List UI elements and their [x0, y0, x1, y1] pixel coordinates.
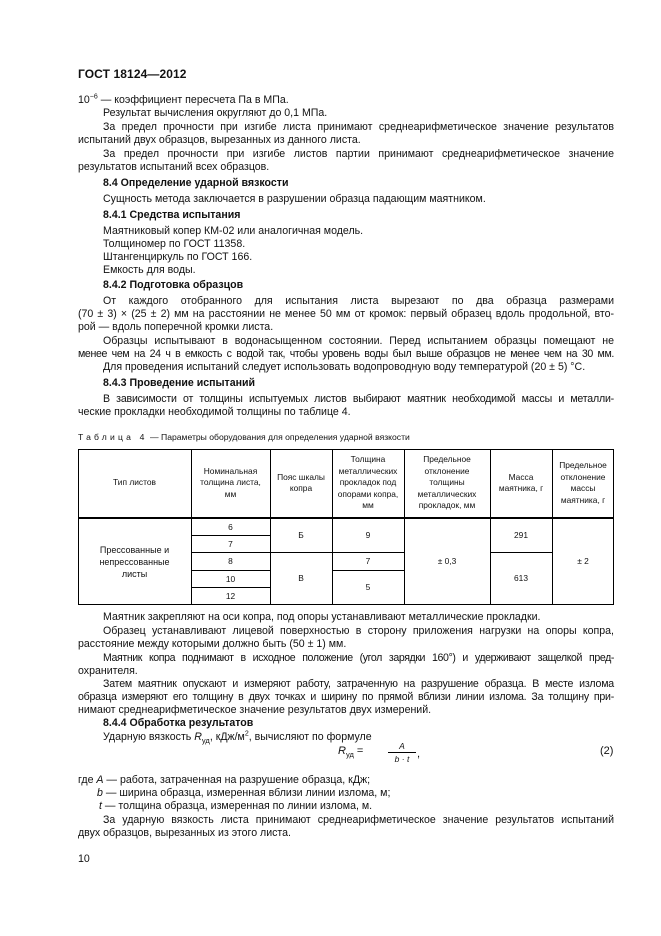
- formula-lhs: [338, 745, 364, 760]
- section-heading-8-4-1: 8.4.1 Средства испытания: [103, 209, 241, 221]
- paragraph: испытаний двух образцов, вырезанных из данного листа.: [78, 134, 361, 146]
- paragraph: менее чем на 24 ч в емкость с водой так, чтобы уровень воды был выше образцов не менее чем на 30 мм.: [78, 348, 614, 360]
- section-heading-8-4-2: 8.4.2 Подготовка образцов: [103, 279, 244, 291]
- numerator: A: [399, 741, 405, 751]
- equipment-parameters-table: [78, 449, 614, 605]
- pendulum-mass-cell: 291: [514, 529, 528, 540]
- text: — толщина образца, измеренная по линии излома, м.: [101, 800, 373, 812]
- paragraph: Затем маятник опускают и измеряют работу, затраченную на разрушение образца. В месте излома: [103, 678, 614, 690]
- symbol-sub: уд: [201, 736, 210, 746]
- text: где: [78, 774, 97, 786]
- mass-tolerance-cell: ± 2: [577, 556, 589, 567]
- document-header: ГОСТ 18124—2012: [78, 67, 187, 81]
- paragraph: Маятник копра поднимают в исходное положение (угол зарядки 160°) и удерживают защелкой пред-: [103, 652, 614, 664]
- table-label: Таблица 4: [78, 432, 148, 442]
- denominator: b · t: [394, 753, 410, 764]
- equipment-item: Емкость для воды.: [103, 264, 196, 276]
- coef-text: — коэффициент пересчета Па в МПа.: [97, 94, 289, 106]
- column-header: Предельное отклонение массы маятника, г: [559, 460, 607, 505]
- where-item: [78, 774, 614, 787]
- thickness-cell: 7: [228, 538, 233, 549]
- thickness-cell: 8: [228, 555, 233, 566]
- formula-sub: уд: [345, 750, 354, 760]
- thickness-cell: 10: [225, 573, 236, 584]
- table-title: — Параметры оборудования для определения ударной вязкости: [147, 432, 410, 442]
- pad-thickness-cell: 7: [365, 555, 371, 566]
- equipment-item: Штангенциркуль по ГОСТ 166.: [103, 251, 253, 263]
- paragraph: нимают среднеарифметическое значение результатов двух измерений.: [78, 704, 432, 716]
- where-item: [97, 787, 633, 800]
- paragraph: результатов испытаний всех образцов.: [78, 161, 270, 173]
- equipment-item: Толщиномер по ГОСТ 11358.: [103, 238, 246, 250]
- thickness-cell: 12: [225, 590, 236, 601]
- section-heading-8-4-4: 8.4.4 Обработка результатов: [103, 717, 254, 729]
- paragraph: Результат вычисления округляют до 0,1 МПа.: [103, 107, 328, 119]
- sheet-type-cell: Прессованные и непрессованные листы: [99, 545, 170, 579]
- equation-number: (2): [600, 745, 614, 757]
- paragraph: Образец устанавливают лицевой поверхностью в сторону приложения нагрузки на опоры копра,: [103, 625, 614, 637]
- formula-eq: =: [353, 745, 364, 757]
- text: , кДж/м: [209, 731, 245, 743]
- equipment-item: Маятниковый копер КМ-02 или аналогичная модель.: [103, 225, 364, 237]
- section-heading-8-4: 8.4 Определение ударной вязкости: [103, 177, 289, 189]
- page-number: 10: [78, 853, 90, 865]
- symbol: A: [96, 774, 104, 786]
- paragraph: Маятник закрепляют на оси копра, под опоры устанавливают металлические прокладки.: [103, 611, 541, 623]
- paragraph: двух образцов, вырезанных из этого листа.: [78, 827, 291, 839]
- paragraph: рой — вдоль поперечной кромки листа.: [78, 321, 274, 333]
- paragraph: (70 ± 3) × (25 ± 2) мм на расстоянии не менее 50 мм от кромок: первый образец вдоль продольной, вто-: [78, 308, 614, 320]
- paragraph: ческие прокладки необходимой толщины по таблице 4.: [78, 406, 351, 418]
- fraction-bar: [388, 752, 416, 753]
- coefficient-line: [78, 94, 614, 107]
- formula-trail: ,: [417, 748, 421, 760]
- formula-fraction: [388, 741, 416, 764]
- paragraph: Для проведения испытаний следует использовать водопроводную воду температурой (20 ± 5) °С.: [103, 361, 586, 373]
- where-item: [99, 800, 635, 813]
- pad-thickness-cell: 5: [365, 582, 371, 593]
- paragraph: охранителя.: [78, 665, 138, 677]
- symbol: t: [99, 800, 102, 812]
- paragraph: За ударную вязкость листа принимают среднеарифметическое значение результатов испытаний: [103, 814, 614, 826]
- formula-r: R: [338, 745, 346, 757]
- thickness-cell: 6: [228, 521, 233, 532]
- table-caption: [78, 432, 410, 442]
- paragraph: За предел прочности при изгибе листа принимают среднеарифметическое значение результатов: [103, 121, 614, 133]
- section-heading-8-4-3: 8.4.3 Проведение испытаний: [103, 377, 256, 389]
- unit-exponent: 2: [244, 730, 249, 738]
- text: Ударную вязкость: [103, 731, 195, 743]
- paragraph: образца измеряют его толщину в двух точках и ширину по прямой вблизи линии излома. За толщину при-: [78, 691, 614, 703]
- scale-belt-cell: В: [298, 573, 304, 584]
- text: , вычисляют по формуле: [248, 731, 372, 743]
- pendulum-mass-cell: 613: [514, 573, 528, 584]
- column-header: Масса маятника, г: [498, 471, 544, 493]
- pad-tolerance-cell: ± 0,3: [437, 556, 457, 567]
- column-header: Тип листов: [113, 477, 156, 488]
- paragraph: В зависимости от толщины испытуемых листов выбирают маятник необходимой массы и металли-: [103, 393, 614, 405]
- column-header: Толщина металлических прокладок под опорами копра, мм: [337, 454, 399, 511]
- column-header: Пояс шкалы копра: [277, 471, 325, 493]
- symbol-r: R: [194, 731, 202, 743]
- column-header: Номинальная толщина листа, мм: [200, 465, 261, 499]
- symbol: b: [97, 787, 103, 799]
- coef-exponent: −6: [89, 93, 98, 101]
- pad-thickness-cell: 9: [365, 529, 371, 540]
- paragraph: От каждого отобранного для испытания листа вырезают по два образца размерами: [103, 295, 614, 307]
- scale-belt-cell: Б: [298, 529, 304, 540]
- paragraph: За предел прочности при изгибе листов партии принимают среднеарифметическое значение: [103, 148, 614, 160]
- paragraph: Образцы испытывают в водонасыщенном состоянии. Перед испытанием образцы помещают не: [103, 335, 614, 347]
- coef-base: 10: [78, 94, 90, 106]
- column-header: Предельное отклонение толщины металлических прокладок, мм: [417, 454, 477, 511]
- formula-intro: [103, 731, 614, 744]
- paragraph: расстояние между которыми должно быть (50 ± 1) мм.: [78, 638, 347, 650]
- text: — ширина образца, измеренная вблизи линии излома, м;: [102, 787, 391, 799]
- paragraph: Сущность метода заключается в разрушении образца падающим маятником.: [103, 193, 486, 205]
- text: — работа, затраченная на разрушение образца, кДж;: [103, 774, 371, 786]
